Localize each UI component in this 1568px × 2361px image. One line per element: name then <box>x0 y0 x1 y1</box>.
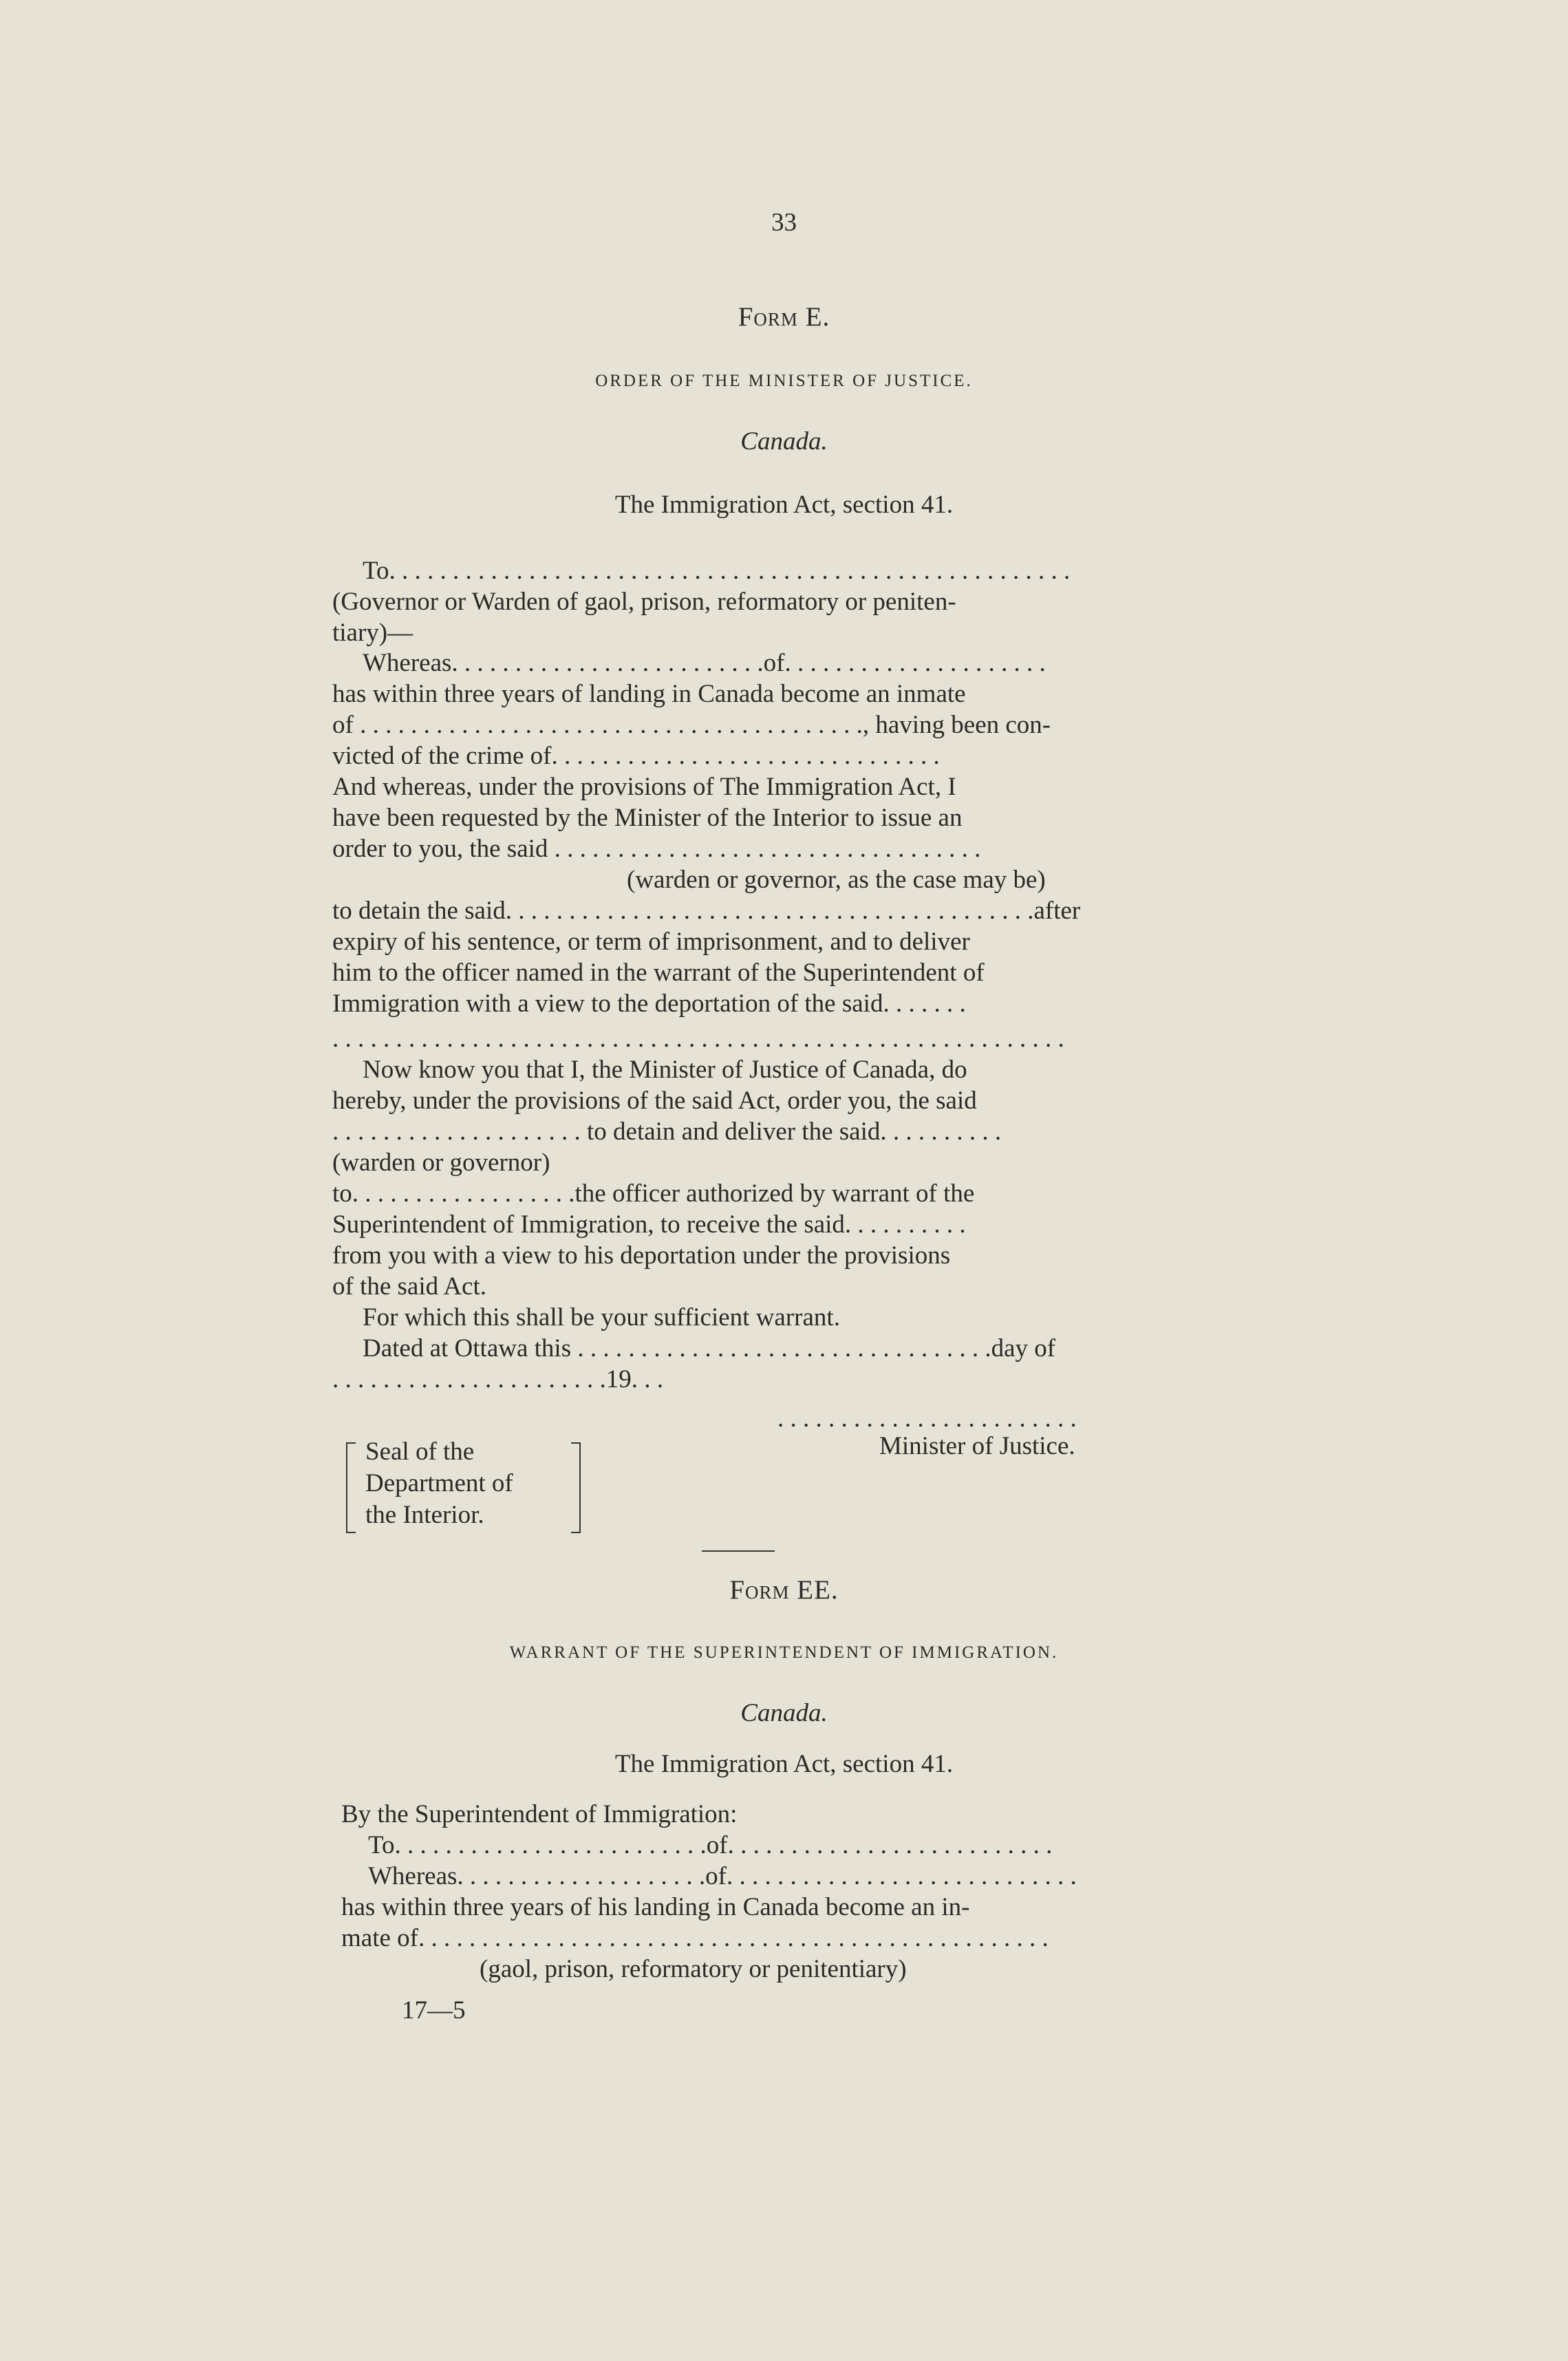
form-e-line-tiary: tiary)— <box>332 619 414 647</box>
form-e-line-dots: . . . . . . . . . . . . . . . . . . . . . . . . . . . . . . . . . . . . . . . . . . . . . . . . . . . . . . . . . . <box>332 1025 1064 1053</box>
form-ee-line-gaol: (gaol, prison, reformatory or penitentiary) <box>480 1955 907 1983</box>
form-ee-act: The Immigration Act, section 41. <box>614 1750 954 1778</box>
form-e-line-of: of . . . . . . . . . . . . . . . . . . . . . . . . . . . . . . . . . . . . . . . ., having been con- <box>332 711 1051 739</box>
form-ee-subtitle: WARRANT OF THE SUPERINTENDENT OF IMMIGRATION. <box>509 1643 1059 1662</box>
form-ee-title: Form EE. <box>729 1575 839 1605</box>
seal-line-1: Seal of the <box>365 1438 475 1466</box>
form-ee-line-by: By the Superintendent of Immigration: <box>341 1800 738 1828</box>
form-ee-line-within: has within three years of his landing in Canada become an in- <box>341 1893 970 1921</box>
signature-mark: 17—5 <box>402 1996 466 2025</box>
form-e-line-to-officer: to. . . . . . . . . . . . . . . . . .the officer authorized by warrant of the <box>332 1179 975 1208</box>
form-e-line-warden-note: (warden or governor, as the case may be) <box>627 866 1046 894</box>
form-e-line-warrant: For which this shall be your sufficient warrant. <box>363 1303 840 1332</box>
form-e-line-and-whereas: And whereas, under the provisions of The Immigration Act, I <box>332 773 956 801</box>
form-e-line-order-to-you: order to you, the said . . . . . . . . . . . . . . . . . . . . . . . . . . . . . . . . . . <box>332 835 981 863</box>
form-e-line-from-you: from you with a view to his deportation under the provisions <box>332 1241 951 1270</box>
form-e-line-detain: to detain the said. . . . . . . . . . . . . . . . . . . . . . . . . . . . . . . . . . . . . . . . . .after <box>332 897 1081 925</box>
section-divider <box>702 1550 775 1552</box>
signature-line: . . . . . . . . . . . . . . . . . . . . . . . . <box>777 1404 1077 1433</box>
form-e-line-governor: (Governor or Warden of gaol, prison, reformatory or peniten- <box>332 588 956 616</box>
form-e-line-superintendent: Superintendent of Immigration, to receive the said. . . . . . . . . . <box>332 1210 966 1239</box>
form-e-line-convicted: victed of the crime of. . . . . . . . . . . . . . . . . . . . . . . . . . . . . . . <box>332 742 940 770</box>
form-e-country: Canada. <box>740 427 828 456</box>
form-e-line-within: has within three years of landing in Canada become an inmate <box>332 680 966 708</box>
seal-right-brace <box>571 1442 581 1533</box>
form-ee-country: Canada. <box>740 1699 828 1727</box>
form-e-line-to: To. . . . . . . . . . . . . . . . . . . . . . . . . . . . . . . . . . . . . . . . . . . . . . . . . . . . . . <box>363 557 1071 585</box>
form-e-title: Form E. <box>738 302 830 332</box>
signer-title: Minister of Justice. <box>879 1432 1075 1460</box>
form-e-line-officer: him to the officer named in the warrant of the Superintendent of <box>332 959 985 987</box>
form-e-line-immigration: Immigration with a view to the deportation of the said. . . . . . . <box>332 990 966 1018</box>
form-e-line-requested: have been requested by the Minister of the Interior to issue an <box>332 804 963 832</box>
form-e-line-dated: Dated at Ottawa this . . . . . . . . . . . . . . . . . . . . . . . . . . . . . . . . .day of <box>363 1334 1056 1363</box>
form-e-line-expiry: expiry of his sentence, or term of imprisonment, and to deliver <box>332 928 970 956</box>
form-e-line-said-act: of the said Act. <box>332 1272 487 1301</box>
form-ee-line-whereas: Whereas. . . . . . . . . . . . . . . . . . . .of. . . . . . . . . . . . . . . . . . . . . . . . . . . . <box>368 1862 1077 1890</box>
form-e-line-now-know: Now know you that I, the Minister of Justice of Canada, do <box>363 1056 967 1084</box>
form-ee-line-to: To. . . . . . . . . . . . . . . . . . . . . . . . .of. . . . . . . . . . . . . . . . . . . . . . . . . . <box>368 1831 1053 1859</box>
form-e-line-hereby: hereby, under the provisions of the said Act, order you, the said <box>332 1087 977 1115</box>
form-e-subtitle: ORDER OF THE MINISTER OF JUSTICE. <box>595 372 973 390</box>
seal-line-2: Department of <box>365 1469 513 1497</box>
seal-left-brace <box>346 1442 356 1533</box>
form-ee-line-inmate: mate of. . . . . . . . . . . . . . . . . . . . . . . . . . . . . . . . . . . . . . . . . . . . . . . . . . <box>341 1924 1049 1952</box>
seal-line-3: the Interior. <box>365 1501 484 1529</box>
form-e-line-warden: (warden or governor) <box>332 1149 550 1177</box>
form-e-line-whereas: Whereas. . . . . . . . . . . . . . . . . . . . . . . . .of. . . . . . . . . . . . . . . . . . . . . <box>363 649 1046 677</box>
form-e-line-year: . . . . . . . . . . . . . . . . . . . . . .19. . . <box>332 1365 663 1393</box>
page-number: 33 <box>771 209 797 237</box>
form-e-line-detain-deliver: . . . . . . . . . . . . . . . . . . . . to detain and deliver the said. . . . . . . . . . <box>332 1118 1002 1146</box>
form-e-act: The Immigration Act, section 41. <box>614 491 954 519</box>
